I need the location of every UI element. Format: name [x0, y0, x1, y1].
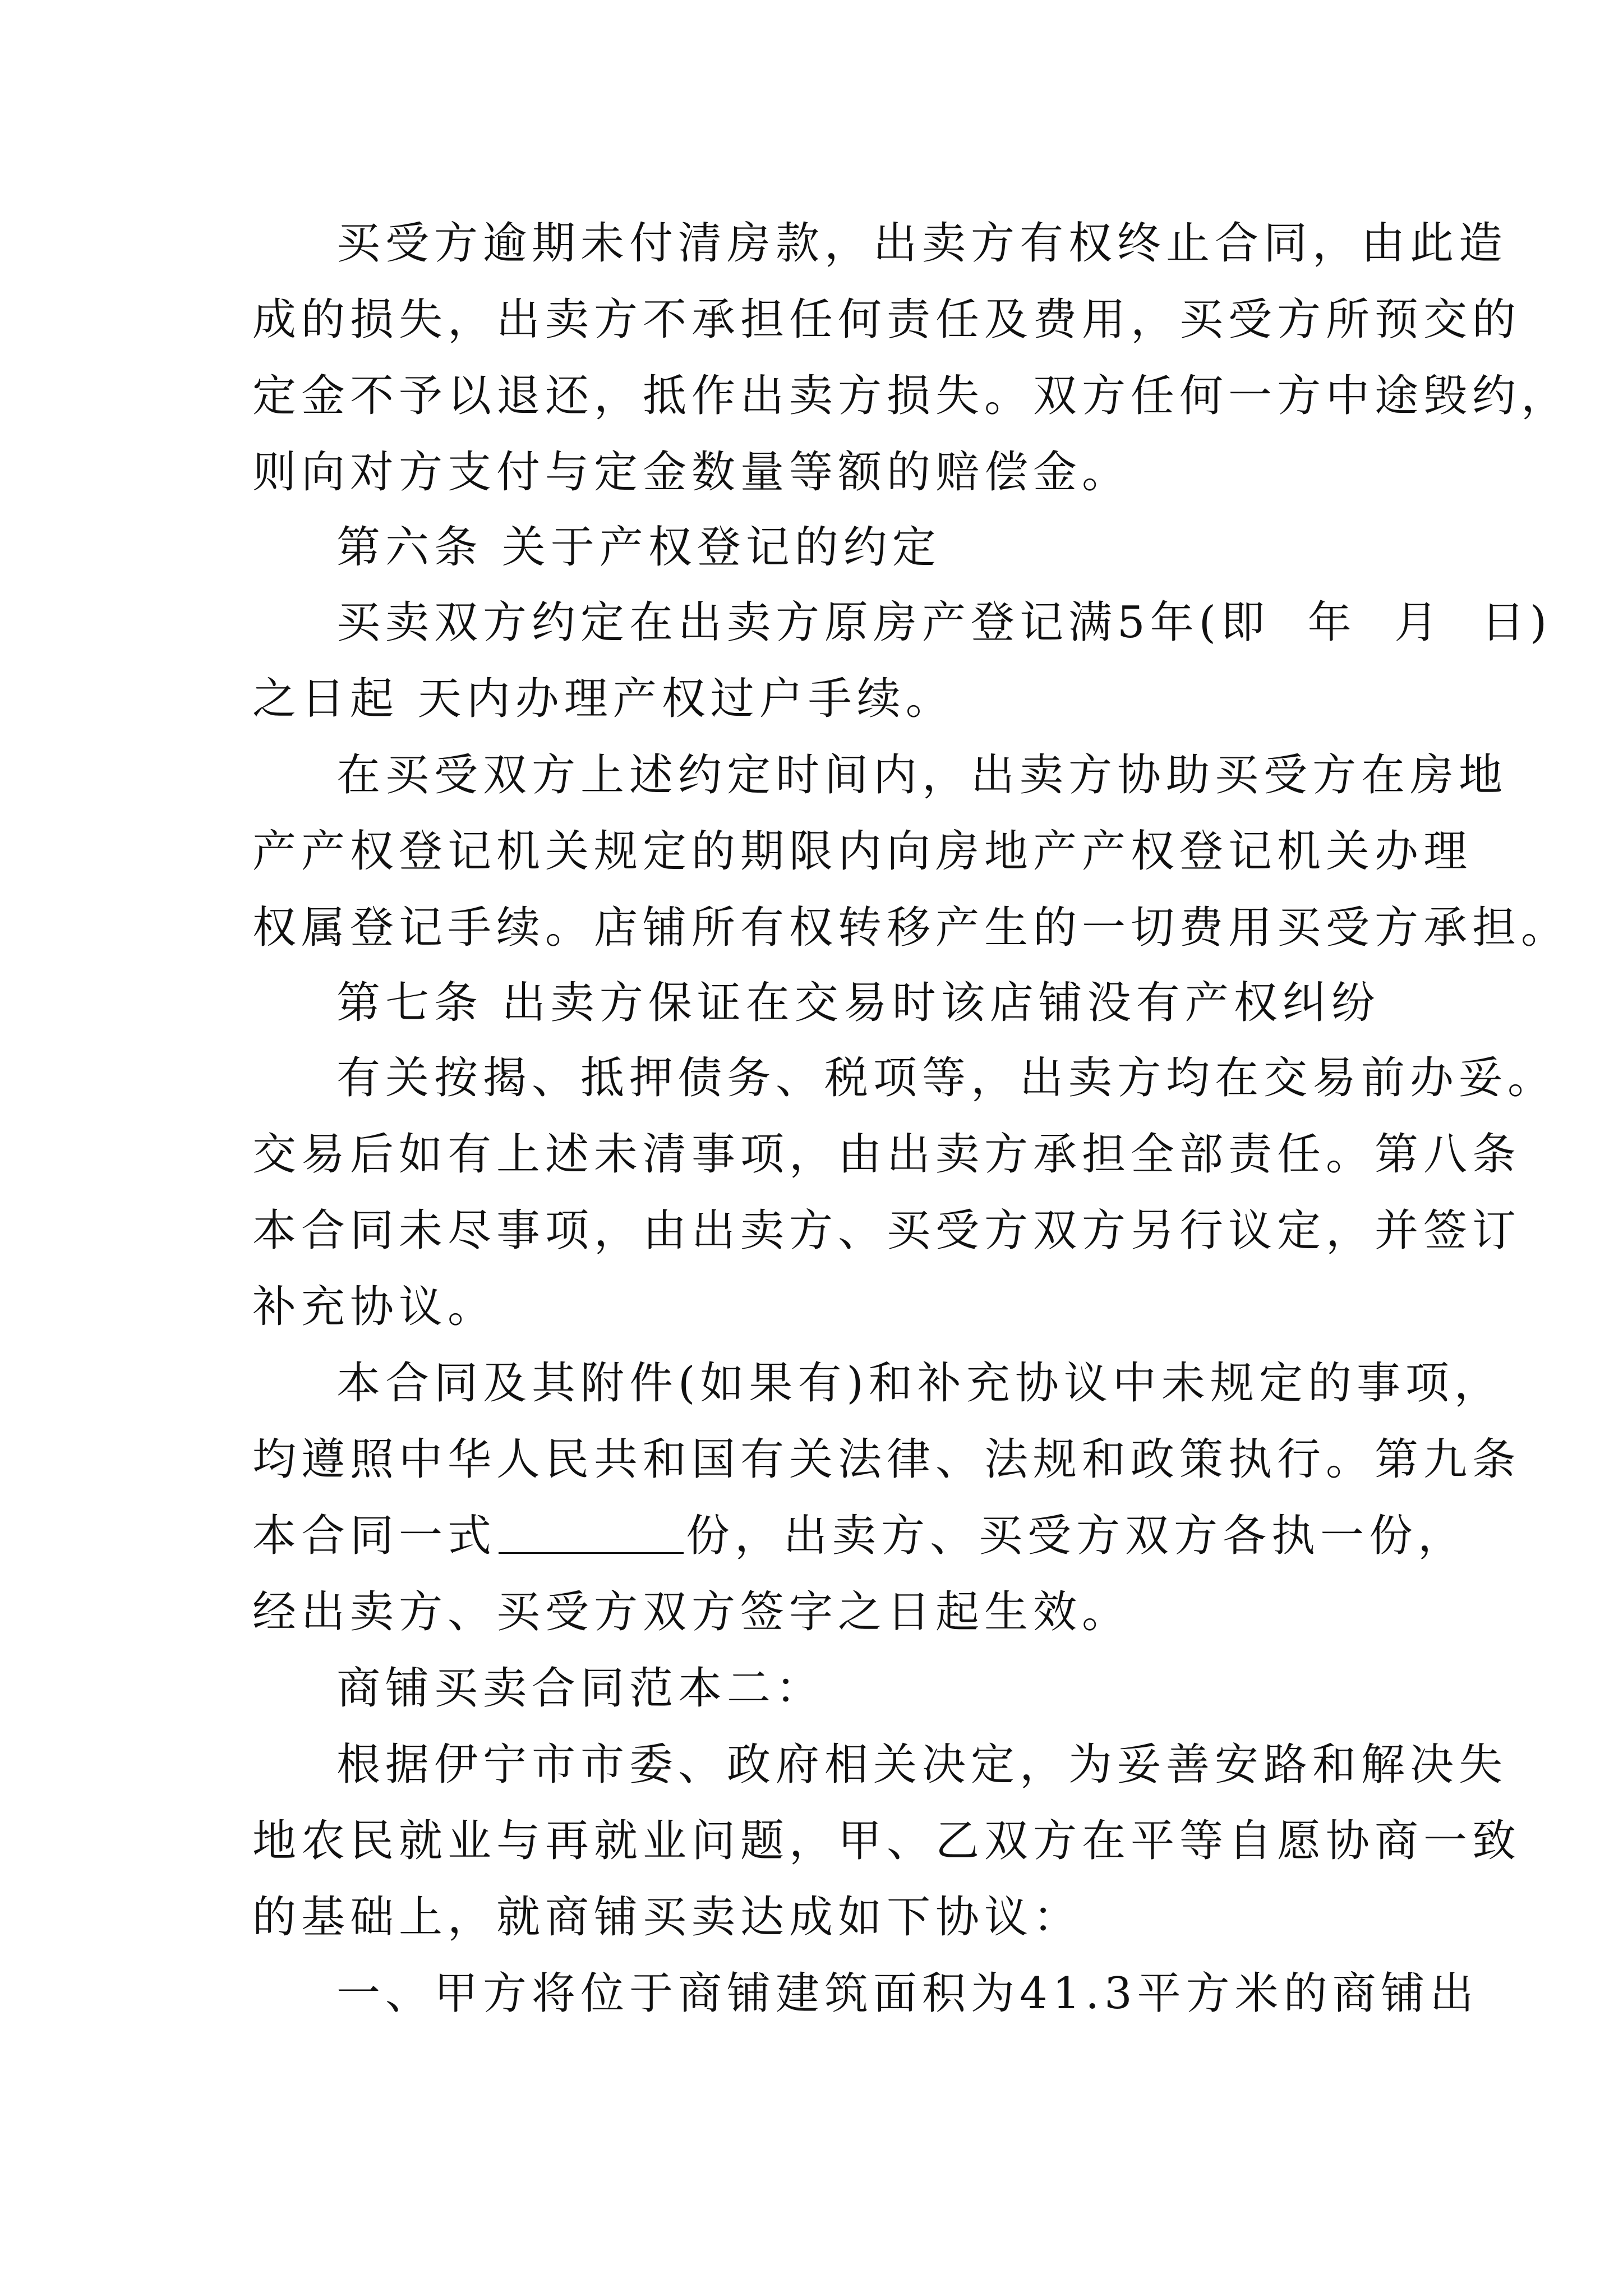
paragraph-line: 交易后如有上述未清事项，由出卖方承担全部责任。第八条: [252, 1129, 1521, 1180]
paragraph-line: 则向对方支付与定金数量等额的赔偿金。: [252, 447, 1131, 498]
paragraph-line: 产产权登记机关规定的期限内向房地产产权登记机关办理: [252, 826, 1473, 877]
paragraph-line: 权属登记手续。店铺所有权转移产生的一切费用买受方承担。: [252, 903, 1570, 953]
paragraph-line: 一、甲方将位于商铺建筑面积为41.3平方米的商铺出: [336, 1968, 1479, 2019]
paragraph-line: 成的损失，出卖方不承担任何责任及费用，买受方所预交的: [252, 295, 1521, 345]
copies-blank: [499, 1513, 684, 1554]
paragraph-line: 有关按揭、抵押债务、税项等，出卖方均在交易前办妥。: [336, 1053, 1557, 1103]
paragraph-line: 买卖双方约定在出卖方原房产登记满5年(即 年 月 日): [336, 597, 1552, 648]
paragraph-line: 定金不予以退还，抵作出卖方损失。双方任何一方中途毁约，: [252, 371, 1570, 421]
paragraph-line: 经出卖方、买受方双方签字之日起生效。: [252, 1587, 1131, 1637]
line-text-after-blank: 份，出卖方、买受方双方各执一份，: [686, 1511, 1467, 1561]
line-text-before-blank: 本合同一式: [252, 1511, 497, 1561]
paragraph-line: 之日起 天内办理产权过户手续。: [252, 674, 955, 724]
paragraph-line: 的基础上，就商铺买卖达成如下协议：: [252, 1892, 1082, 1943]
paragraph-line: 本合同及其附件(如果有)和补充协议中未规定的事项，: [336, 1358, 1503, 1409]
paragraph-line: 买受方逾期未付清房款，出卖方有权终止合同，由此造: [336, 218, 1508, 269]
section-heading: 商铺买卖合同范本二：: [336, 1663, 825, 1714]
paragraph-line: 本合同未尽事项，由出卖方、买受方双方另行议定，并签订: [252, 1205, 1521, 1256]
paragraph-line-with-blank: [252, 1508, 1467, 1564]
paragraph-line: 地农民就业与再就业问题，甲、乙双方在平等自愿协商一致: [252, 1816, 1521, 1866]
paragraph-line: 根据伊宁市市委、政府相关决定，为妥善安路和解决失: [336, 1740, 1508, 1790]
section-heading: 第六条 关于产权登记的约定: [336, 522, 941, 573]
paragraph-line: 补充协议。: [252, 1282, 497, 1332]
section-heading: 第七条 出卖方保证在交易时该店铺没有产权纠纷: [336, 978, 1380, 1028]
paragraph-line: 均遵照中华人民共和国有关法律、法规和政策执行。第九条: [252, 1434, 1521, 1485]
paragraph-line: 在买受双方上述约定时间内，出卖方协助买受方在房地: [336, 750, 1508, 800]
